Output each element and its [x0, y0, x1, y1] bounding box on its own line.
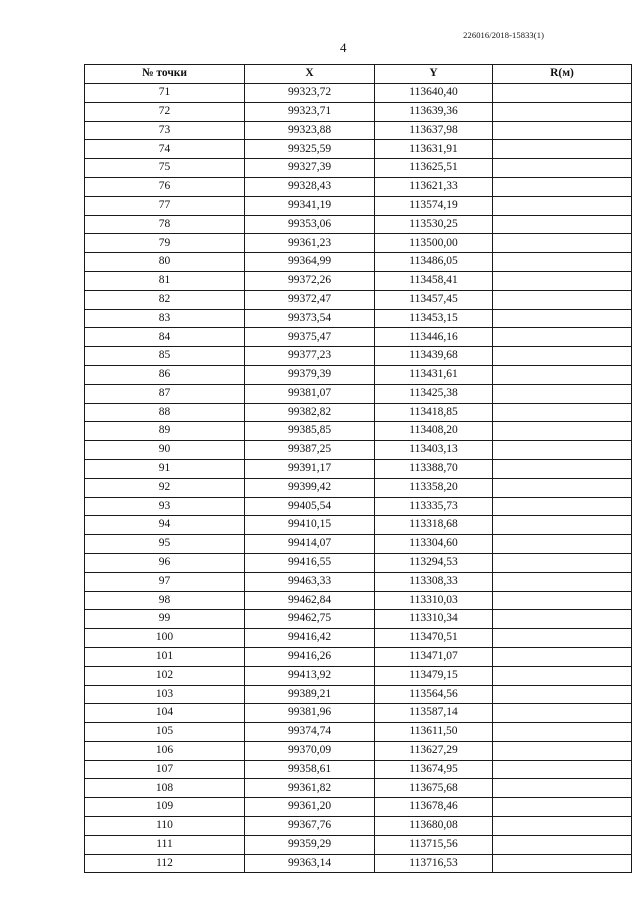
y-coordinate-cell: 113678,46 [375, 798, 493, 817]
radius-cell [493, 84, 632, 103]
y-coordinate-cell: 113431,61 [375, 365, 493, 384]
x-coordinate-cell: 99359,29 [245, 835, 375, 854]
y-coordinate-cell: 113310,34 [375, 610, 493, 629]
x-coordinate-cell: 99377,23 [245, 347, 375, 366]
x-coordinate-cell: 99364,99 [245, 253, 375, 272]
x-coordinate-cell: 99372,26 [245, 271, 375, 290]
radius-cell [493, 516, 632, 535]
table-row [85, 610, 632, 629]
table-row [85, 835, 632, 854]
radius-cell [493, 798, 632, 817]
point-number-cell: 107 [85, 760, 245, 779]
x-coordinate-cell: 99416,55 [245, 553, 375, 572]
table-row [85, 497, 632, 516]
table-row [85, 253, 632, 272]
table-row [85, 271, 632, 290]
radius-cell [493, 610, 632, 629]
table-row [85, 177, 632, 196]
radius-cell [493, 121, 632, 140]
table-row [85, 478, 632, 497]
y-coordinate-cell: 113479,15 [375, 666, 493, 685]
table-row [85, 572, 632, 591]
radius-cell [493, 140, 632, 159]
y-coordinate-cell: 113715,56 [375, 835, 493, 854]
radius-cell [493, 535, 632, 554]
table-row [85, 328, 632, 347]
x-coordinate-cell: 99367,76 [245, 817, 375, 836]
document-id: 226016/2018-15833(1) [463, 30, 544, 40]
table-row [85, 365, 632, 384]
point-number-cell: 85 [85, 347, 245, 366]
x-coordinate-cell: 99353,06 [245, 215, 375, 234]
x-coordinate-cell: 99416,26 [245, 647, 375, 666]
x-coordinate-cell: 99370,09 [245, 741, 375, 760]
table-row [85, 817, 632, 836]
table-row [85, 309, 632, 328]
radius-cell [493, 478, 632, 497]
point-number-cell: 99 [85, 610, 245, 629]
table-row [85, 102, 632, 121]
radius-cell [493, 328, 632, 347]
table-row [85, 647, 632, 666]
y-coordinate-cell: 113471,07 [375, 647, 493, 666]
x-coordinate-cell: 99358,61 [245, 760, 375, 779]
table-row [85, 441, 632, 460]
point-number-cell: 77 [85, 196, 245, 215]
point-number-cell: 98 [85, 591, 245, 610]
radius-cell [493, 629, 632, 648]
y-coordinate-cell: 113621,33 [375, 177, 493, 196]
radius-cell [493, 384, 632, 403]
x-coordinate-cell: 99462,75 [245, 610, 375, 629]
table-row [85, 196, 632, 215]
table-row [85, 290, 632, 309]
y-coordinate-cell: 113625,51 [375, 159, 493, 178]
table-row [85, 215, 632, 234]
radius-cell [493, 159, 632, 178]
x-coordinate-cell: 99374,74 [245, 723, 375, 742]
header-y: Y [375, 65, 493, 84]
point-number-cell: 102 [85, 666, 245, 685]
y-coordinate-cell: 113574,19 [375, 196, 493, 215]
x-coordinate-cell: 99361,20 [245, 798, 375, 817]
y-coordinate-cell: 113587,14 [375, 704, 493, 723]
y-coordinate-cell: 113637,98 [375, 121, 493, 140]
table-row [85, 140, 632, 159]
table-row [85, 403, 632, 422]
x-coordinate-cell: 99323,71 [245, 102, 375, 121]
point-number-cell: 83 [85, 309, 245, 328]
radius-cell [493, 779, 632, 798]
header-x: X [245, 65, 375, 84]
point-number-cell: 101 [85, 647, 245, 666]
table-row [85, 516, 632, 535]
radius-cell [493, 647, 632, 666]
table-row [85, 347, 632, 366]
y-coordinate-cell: 113470,51 [375, 629, 493, 648]
radius-cell [493, 215, 632, 234]
y-coordinate-cell: 113486,05 [375, 253, 493, 272]
x-coordinate-cell: 99414,07 [245, 535, 375, 554]
point-number-cell: 111 [85, 835, 245, 854]
radius-cell [493, 666, 632, 685]
y-coordinate-cell: 113408,20 [375, 422, 493, 441]
y-coordinate-cell: 113500,00 [375, 234, 493, 253]
x-coordinate-cell: 99416,42 [245, 629, 375, 648]
radius-cell [493, 854, 632, 873]
y-coordinate-cell: 113611,50 [375, 723, 493, 742]
table-row [85, 854, 632, 873]
table-row [85, 234, 632, 253]
y-coordinate-cell: 113631,91 [375, 140, 493, 159]
point-number-cell: 112 [85, 854, 245, 873]
table-row [85, 121, 632, 140]
y-coordinate-cell: 113627,29 [375, 741, 493, 760]
table-row [85, 779, 632, 798]
point-number-cell: 95 [85, 535, 245, 554]
x-coordinate-cell: 99327,39 [245, 159, 375, 178]
x-coordinate-cell: 99462,84 [245, 591, 375, 610]
table-body [85, 84, 632, 873]
y-coordinate-cell: 113308,33 [375, 572, 493, 591]
radius-cell [493, 835, 632, 854]
y-coordinate-cell: 113358,20 [375, 478, 493, 497]
x-coordinate-cell: 99379,39 [245, 365, 375, 384]
table-row [85, 704, 632, 723]
radius-cell [493, 422, 632, 441]
point-number-cell: 105 [85, 723, 245, 742]
point-number-cell: 71 [85, 84, 245, 103]
radius-cell [493, 553, 632, 572]
y-coordinate-cell: 113716,53 [375, 854, 493, 873]
point-number-cell: 79 [85, 234, 245, 253]
y-coordinate-cell: 113439,68 [375, 347, 493, 366]
radius-cell [493, 760, 632, 779]
radius-cell [493, 290, 632, 309]
radius-cell [493, 685, 632, 704]
point-number-cell: 73 [85, 121, 245, 140]
table-row [85, 422, 632, 441]
x-coordinate-cell: 99363,14 [245, 854, 375, 873]
y-coordinate-cell: 113639,36 [375, 102, 493, 121]
point-number-cell: 80 [85, 253, 245, 272]
point-number-cell: 90 [85, 441, 245, 460]
radius-cell [493, 347, 632, 366]
x-coordinate-cell: 99385,85 [245, 422, 375, 441]
y-coordinate-cell: 113674,95 [375, 760, 493, 779]
point-number-cell: 110 [85, 817, 245, 836]
radius-cell [493, 572, 632, 591]
x-coordinate-cell: 99381,07 [245, 384, 375, 403]
radius-cell [493, 741, 632, 760]
point-number-cell: 78 [85, 215, 245, 234]
radius-cell [493, 102, 632, 121]
point-number-cell: 103 [85, 685, 245, 704]
x-coordinate-cell: 99382,82 [245, 403, 375, 422]
x-coordinate-cell: 99361,82 [245, 779, 375, 798]
x-coordinate-cell: 99410,15 [245, 516, 375, 535]
point-number-cell: 74 [85, 140, 245, 159]
table-row [85, 798, 632, 817]
y-coordinate-cell: 113530,25 [375, 215, 493, 234]
x-coordinate-cell: 99399,42 [245, 478, 375, 497]
x-coordinate-cell: 99325,59 [245, 140, 375, 159]
point-number-cell: 108 [85, 779, 245, 798]
radius-cell [493, 704, 632, 723]
point-number-cell: 87 [85, 384, 245, 403]
radius-cell [493, 403, 632, 422]
radius-cell [493, 817, 632, 836]
radius-cell [493, 196, 632, 215]
point-number-cell: 93 [85, 497, 245, 516]
x-coordinate-cell: 99323,72 [245, 84, 375, 103]
y-coordinate-cell: 113640,40 [375, 84, 493, 103]
point-number-cell: 96 [85, 553, 245, 572]
point-number-cell: 97 [85, 572, 245, 591]
point-number-cell: 86 [85, 365, 245, 384]
radius-cell [493, 591, 632, 610]
x-coordinate-cell: 99328,43 [245, 177, 375, 196]
table-row [85, 553, 632, 572]
coordinates-table [84, 64, 632, 873]
header-radius: R(м) [493, 65, 632, 84]
table-row [85, 760, 632, 779]
table-row [85, 666, 632, 685]
header-point-number: № точки [85, 65, 245, 84]
point-number-cell: 89 [85, 422, 245, 441]
radius-cell [493, 309, 632, 328]
y-coordinate-cell: 113453,15 [375, 309, 493, 328]
point-number-cell: 76 [85, 177, 245, 196]
radius-cell [493, 441, 632, 460]
y-coordinate-cell: 113680,08 [375, 817, 493, 836]
table-row [85, 723, 632, 742]
radius-cell [493, 365, 632, 384]
point-number-cell: 81 [85, 271, 245, 290]
table-row [85, 591, 632, 610]
radius-cell [493, 234, 632, 253]
table-row [85, 459, 632, 478]
x-coordinate-cell: 99389,21 [245, 685, 375, 704]
point-number-cell: 88 [85, 403, 245, 422]
table-row [85, 685, 632, 704]
radius-cell [493, 459, 632, 478]
x-coordinate-cell: 99361,23 [245, 234, 375, 253]
radius-cell [493, 253, 632, 272]
point-number-cell: 104 [85, 704, 245, 723]
x-coordinate-cell: 99341,19 [245, 196, 375, 215]
point-number-cell: 75 [85, 159, 245, 178]
point-number-cell: 94 [85, 516, 245, 535]
point-number-cell: 109 [85, 798, 245, 817]
x-coordinate-cell: 99391,17 [245, 459, 375, 478]
table-header-row [85, 65, 632, 84]
y-coordinate-cell: 113425,38 [375, 384, 493, 403]
point-number-cell: 72 [85, 102, 245, 121]
y-coordinate-cell: 113310,03 [375, 591, 493, 610]
x-coordinate-cell: 99323,88 [245, 121, 375, 140]
point-number-cell: 82 [85, 290, 245, 309]
y-coordinate-cell: 113335,73 [375, 497, 493, 516]
table-row [85, 159, 632, 178]
y-coordinate-cell: 113318,68 [375, 516, 493, 535]
point-number-cell: 100 [85, 629, 245, 648]
point-number-cell: 91 [85, 459, 245, 478]
x-coordinate-cell: 99372,47 [245, 290, 375, 309]
radius-cell [493, 177, 632, 196]
x-coordinate-cell: 99405,54 [245, 497, 375, 516]
page-number: 4 [340, 40, 347, 55]
x-coordinate-cell: 99463,33 [245, 572, 375, 591]
table-row [85, 629, 632, 648]
x-coordinate-cell: 99373,54 [245, 309, 375, 328]
table-row [85, 384, 632, 403]
radius-cell [493, 497, 632, 516]
y-coordinate-cell: 113446,16 [375, 328, 493, 347]
table-row [85, 84, 632, 103]
point-number-cell: 84 [85, 328, 245, 347]
table-row [85, 741, 632, 760]
y-coordinate-cell: 113388,70 [375, 459, 493, 478]
y-coordinate-cell: 113564,56 [375, 685, 493, 704]
y-coordinate-cell: 113403,13 [375, 441, 493, 460]
radius-cell [493, 271, 632, 290]
radius-cell [493, 723, 632, 742]
y-coordinate-cell: 113458,41 [375, 271, 493, 290]
x-coordinate-cell: 99381,96 [245, 704, 375, 723]
point-number-cell: 92 [85, 478, 245, 497]
y-coordinate-cell: 113304,60 [375, 535, 493, 554]
table-row [85, 535, 632, 554]
y-coordinate-cell: 113457,45 [375, 290, 493, 309]
x-coordinate-cell: 99375,47 [245, 328, 375, 347]
x-coordinate-cell: 99387,25 [245, 441, 375, 460]
y-coordinate-cell: 113418,85 [375, 403, 493, 422]
x-coordinate-cell: 99413,92 [245, 666, 375, 685]
y-coordinate-cell: 113294,53 [375, 553, 493, 572]
y-coordinate-cell: 113675,68 [375, 779, 493, 798]
point-number-cell: 106 [85, 741, 245, 760]
